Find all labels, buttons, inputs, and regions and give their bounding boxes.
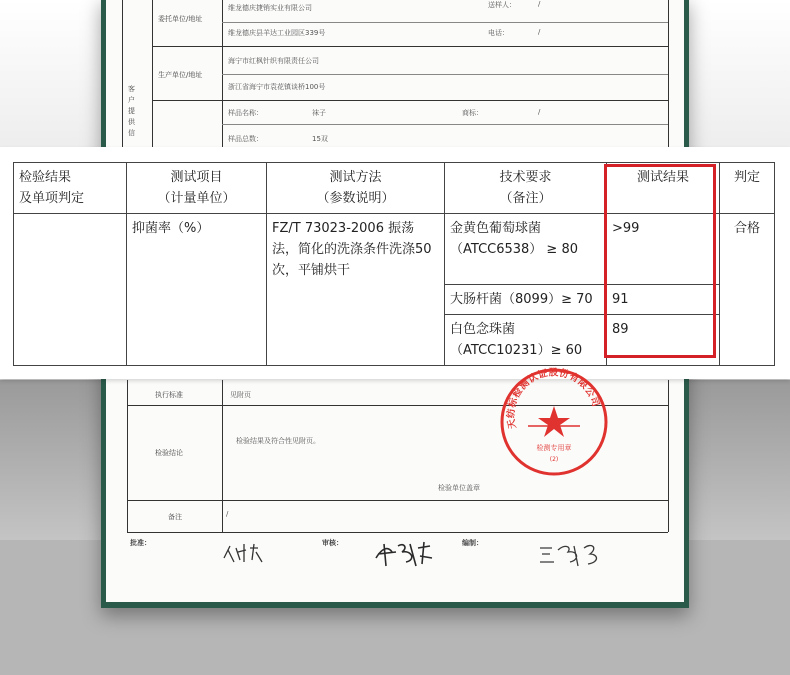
svg-text:天纺标检测认证股份有限公司: 天纺标检测认证股份有限公司	[505, 367, 602, 430]
sample-count-label: 样品总数：	[228, 135, 263, 143]
remarks-value: /	[226, 510, 229, 518]
header-verdict-line1: 检验结果	[19, 170, 72, 185]
phone-label: 电话：	[488, 29, 509, 37]
sample-count-value: 15双	[312, 135, 328, 143]
requirement-cell: 白色念珠菌（ATCC10231）≥ 60	[445, 315, 607, 366]
phone-slash: /	[538, 28, 541, 36]
trademark-label: 商标：	[462, 109, 483, 117]
sample-name-value: 袜子	[312, 109, 326, 117]
trademark-slash: /	[538, 108, 541, 116]
producer-label: 生产单位/地址	[158, 71, 203, 79]
header-test-method-line2: （参数说明）	[316, 191, 395, 206]
svg-text:(2): (2)	[549, 456, 559, 463]
sender-label: 送样人：	[488, 1, 516, 9]
svg-text:检测专用章: 检测专用章	[536, 444, 572, 452]
result-highlight-box	[604, 164, 716, 358]
header-verdict	[720, 163, 775, 214]
compiler-signature	[538, 540, 604, 568]
header-test-method-line1: 测试方法	[329, 170, 382, 185]
header-test-item-line1: 测试项目	[170, 170, 223, 185]
header-test-method	[267, 163, 445, 214]
approve-label: 批准：	[130, 539, 151, 547]
result-cell: 89	[607, 315, 720, 366]
client-name: 维龙德庆捷销实业有限公司	[228, 4, 312, 12]
header-test-item	[127, 163, 267, 214]
header-requirement-line1: 技术要求	[499, 170, 552, 185]
requirement-cell: 金黄色葡萄球菌（ATCC6538） ≥ 80	[445, 214, 607, 285]
header-verdict-line2: 及单项判定	[19, 191, 85, 206]
conclusion-value: 检验结果及符合性见附页。	[236, 437, 320, 445]
sender-slash: /	[538, 0, 541, 8]
header-verdict-label: 判定	[733, 170, 760, 185]
section-label: 客户提供信	[128, 85, 135, 137]
result-cell: >99	[607, 214, 720, 285]
official-stamp	[498, 366, 610, 478]
test-method-cell: FZ/T 73023-2006 振荡法，简化的洗涤条件洗涤50 次，平铺烘干	[267, 214, 445, 366]
header-verdict-summary	[14, 163, 127, 214]
verdict-cell: 合格	[720, 214, 775, 366]
requirement-cell: 大肠杆菌（8099）≥ 70	[445, 285, 607, 315]
client-label: 委托单位/地址	[158, 15, 203, 23]
issuer-note: 检验单位盖章	[438, 484, 480, 492]
sample-name-label: 样品名称：	[228, 109, 263, 117]
reviewer-signature	[372, 538, 436, 570]
verdict-summary-cell	[14, 214, 127, 366]
header-requirement-line2: （备注）	[499, 191, 552, 206]
compile-label: 编制：	[462, 539, 483, 547]
remarks-label: 备注	[168, 513, 182, 521]
producer-address: 浙江省海宁市袁花镇谈桥100号	[228, 83, 326, 91]
test-item-cell: 抑菌率（%）	[127, 214, 267, 366]
review-label: 审核：	[322, 539, 343, 547]
client-address: 维龙德庆县羊达工业园区339号	[228, 29, 326, 37]
header-requirement	[445, 163, 607, 214]
standard-value: 见附页	[230, 391, 251, 399]
approver-signature	[222, 540, 266, 566]
standard-label: 执行标准	[155, 391, 183, 399]
header-test-item-line2: （计量单位）	[157, 191, 236, 206]
conclusion-label: 检验结论	[155, 449, 183, 457]
producer-name: 海宁市红枫针织有限责任公司	[228, 57, 319, 65]
result-cell: 91	[607, 285, 720, 315]
header-result-line1: 测试结果	[636, 170, 689, 185]
